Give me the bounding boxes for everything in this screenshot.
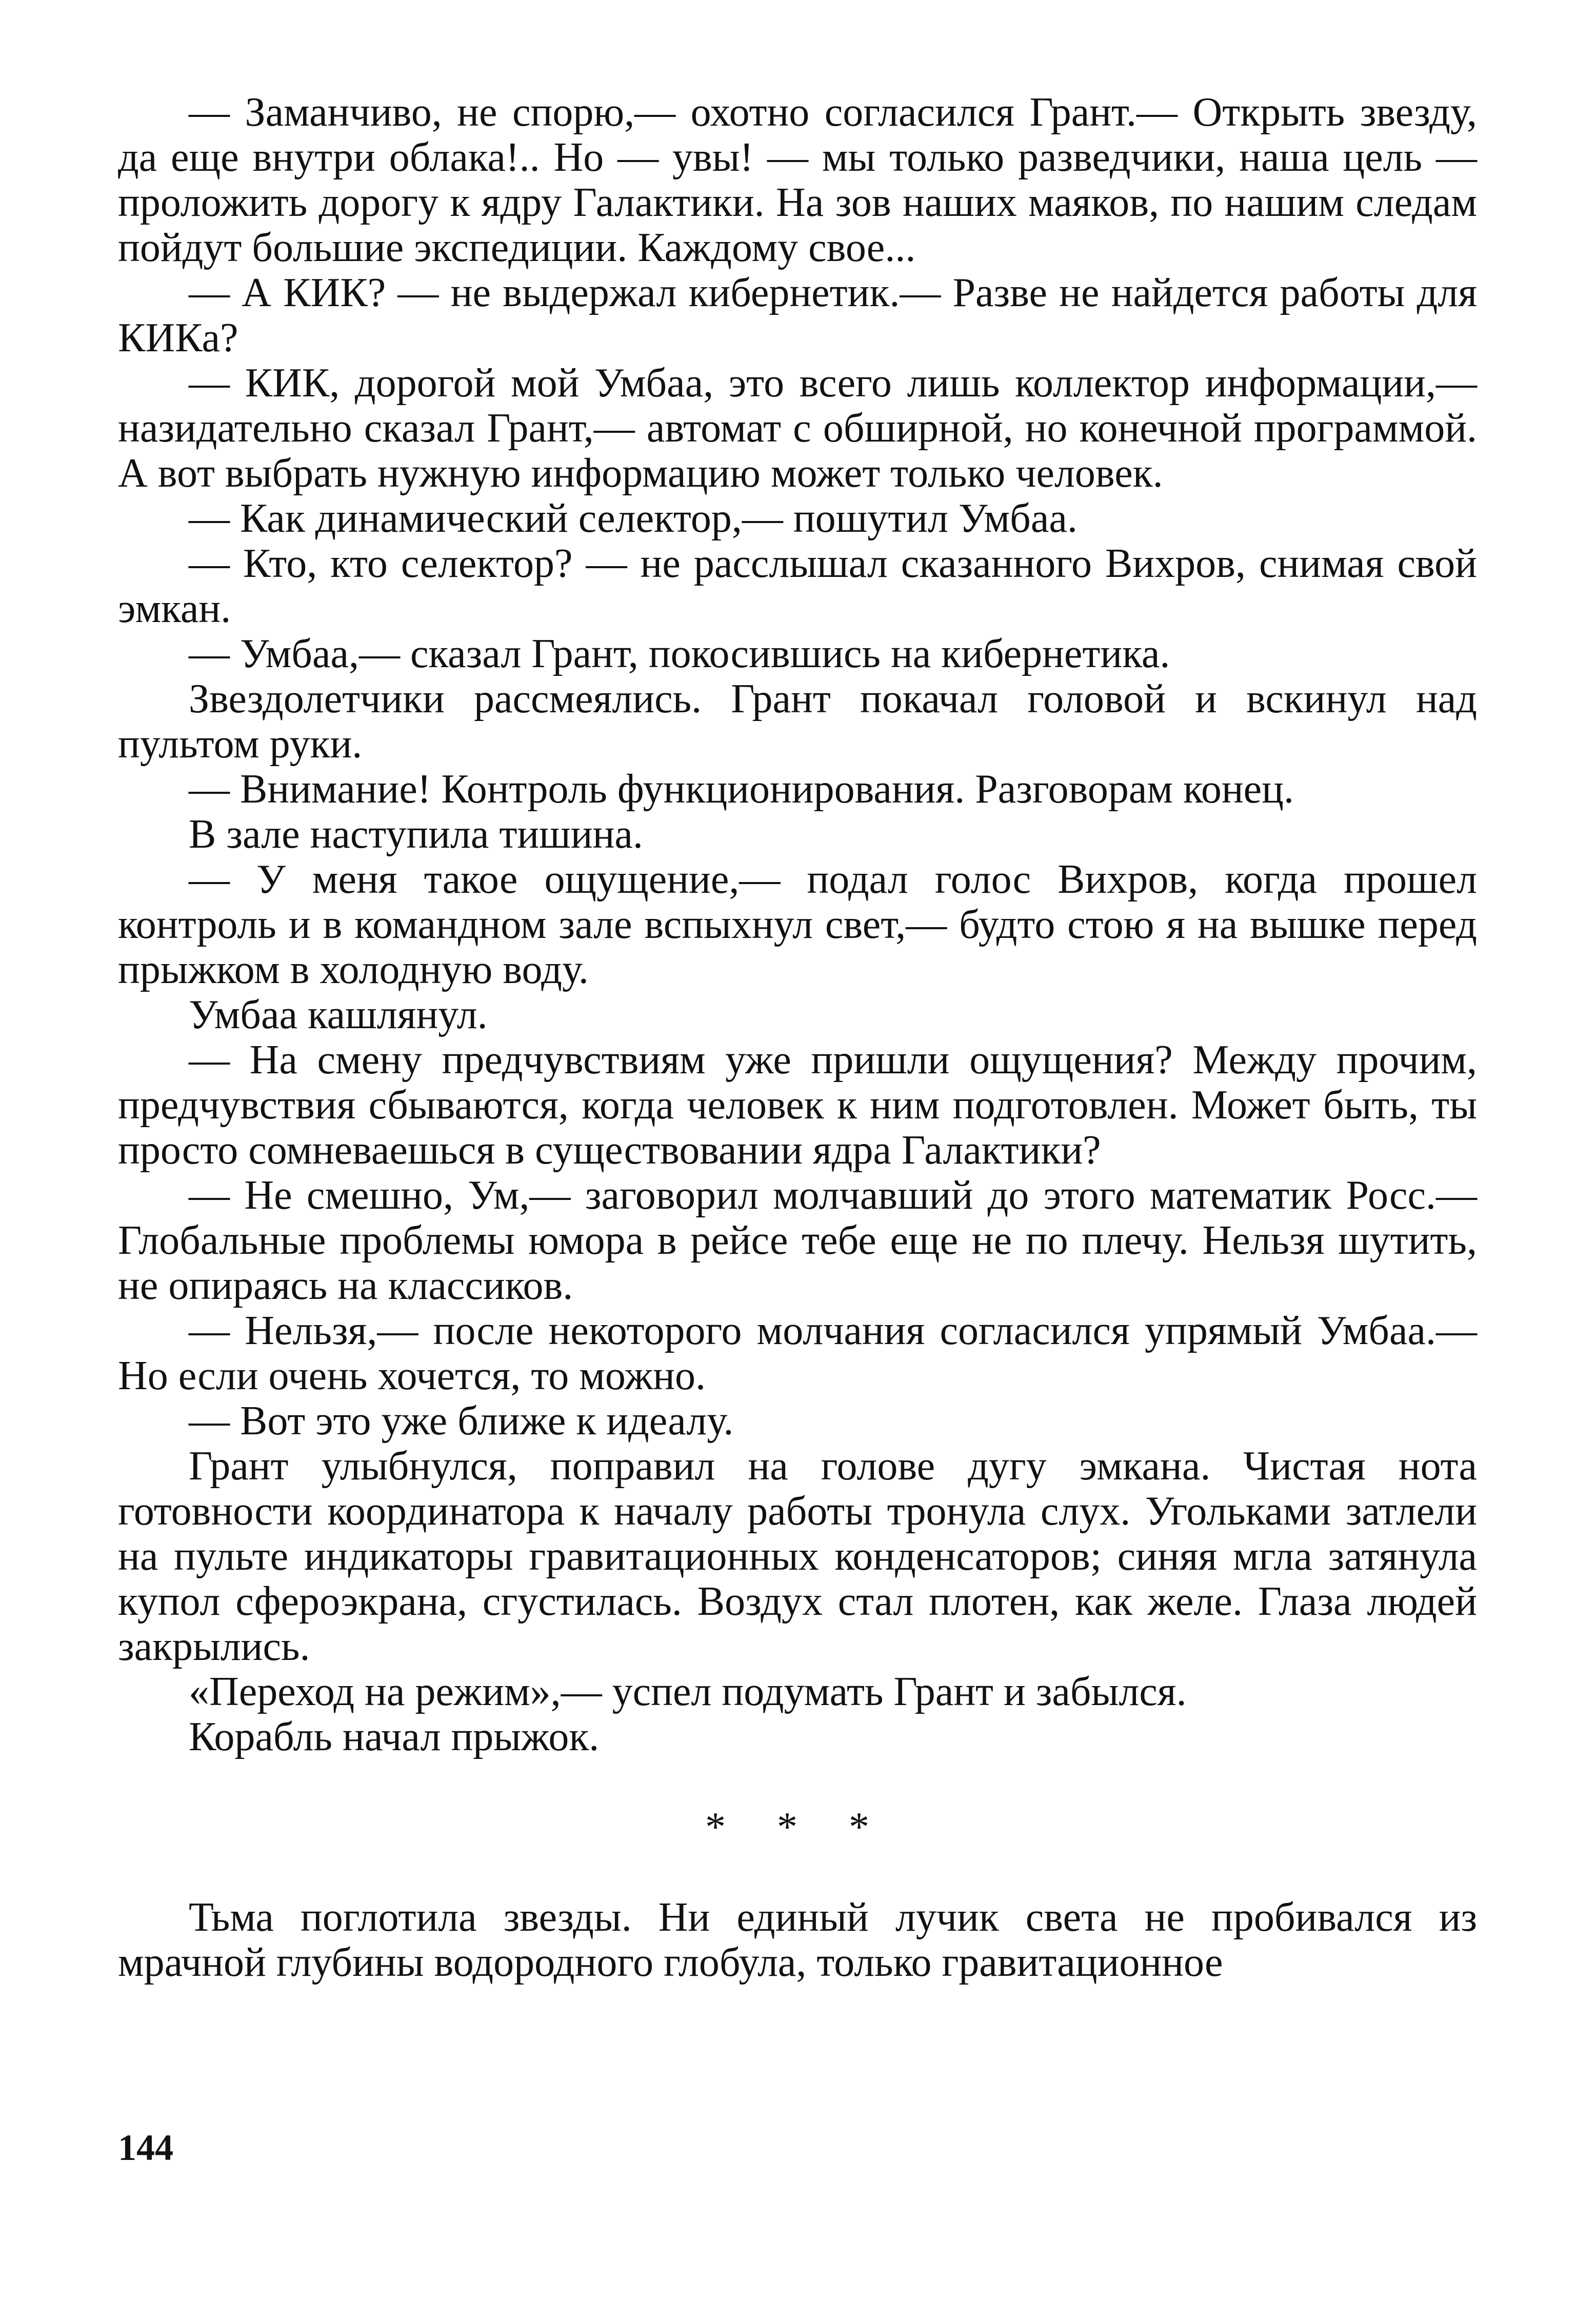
- page-text: [118, 90, 1477, 1985]
- paragraph: — Заманчиво, не спорю,— охотно согласился Грант.— Открыть звезду, да еще внутри облака!.. Но — увы! — мы только разведчики, наша цель — проложить дорогу к ядру Галактики. На зов наших маяков, по нашим следам пойдут большие экспедиции. Каждому свое...: [118, 90, 1477, 270]
- paragraph: — У меня такое ощущение,— подал голос Вихров, когда прошел контроль и в командном зале вспыхнул свет,— будто стою я на вышке перед прыжком в холодную воду.: [118, 857, 1477, 992]
- section-divider: * * *: [705, 1805, 890, 1850]
- paragraph: — Нельзя,— после некоторого молчания согласился упрямый Умбаа.— Но если очень хочется, то можно.: [118, 1308, 1477, 1398]
- paragraph: Грант улыбнулся, поправил на голове дугу эмкана. Чистая нота готовности координатора к началу работы тронула слух. Угольками затлели на пульте индикаторы гравитационных конденсаторов; синяя мгла затянула купол сфероэкрана, сгустилась. Воздух стал плотен, как желе. Глаза людей закрылись.: [118, 1444, 1477, 1669]
- paragraph: — А КИК? — не выдержал кибернетик.— Разве не найдется работы для КИКа?: [118, 270, 1477, 361]
- paragraph: — Внимание! Контроль функционирования. Разговорам конец.: [189, 767, 1294, 812]
- page-number: 144: [118, 2127, 173, 2168]
- paragraph: — КИК, дорогой мой Умбаа, это всего лишь коллектор информации,— назидательно сказал Грант,— автомат с обширной, но конечной программой. А вот выбрать нужную информацию может только человек.: [118, 361, 1477, 496]
- paragraph: — Умбаа,— сказал Грант, покосившись на кибернетика.: [189, 631, 1170, 676]
- paragraph: Корабль начал прыжок.: [189, 1714, 600, 1759]
- paragraph: — Не смешно, Ум,— заговорил молчавший до этого математик Росс.— Глобальные проблемы юмора в рейсе тебе еще не по плечу. Нельзя шутить, не опираясь на классиков.: [118, 1173, 1477, 1308]
- paragraph: — Кто, кто селектор? — не расслышал сказанного Вихров, снимая свой эмкан.: [118, 541, 1477, 631]
- paragraph: Тьма поглотила звезды. Ни единый лучик света не пробивался из мрачной глубины водородного глобула, только гравитационное: [118, 1895, 1477, 1985]
- paragraph: Звездолетчики рассмеялись. Грант покачал головой и вскинул над пультом руки.: [118, 676, 1477, 767]
- paragraph: В зале наступила тишина.: [189, 812, 643, 857]
- paragraph: «Переход на режим»,— успел подумать Грант и забылся.: [189, 1669, 1187, 1714]
- paragraph: Умбаа кашлянул.: [189, 992, 488, 1037]
- paragraph: — Как динамический селектор,— пошутил Умбаа.: [189, 496, 1078, 541]
- paragraph: — Вот это уже ближе к идеалу.: [189, 1398, 734, 1444]
- paragraph: — На смену предчувствиям уже пришли ощущения? Между прочим, предчувствия сбываются, когда человек к ним подготовлен. Может быть, ты просто сомневаешься в существовании ядра Галактики?: [118, 1037, 1477, 1173]
